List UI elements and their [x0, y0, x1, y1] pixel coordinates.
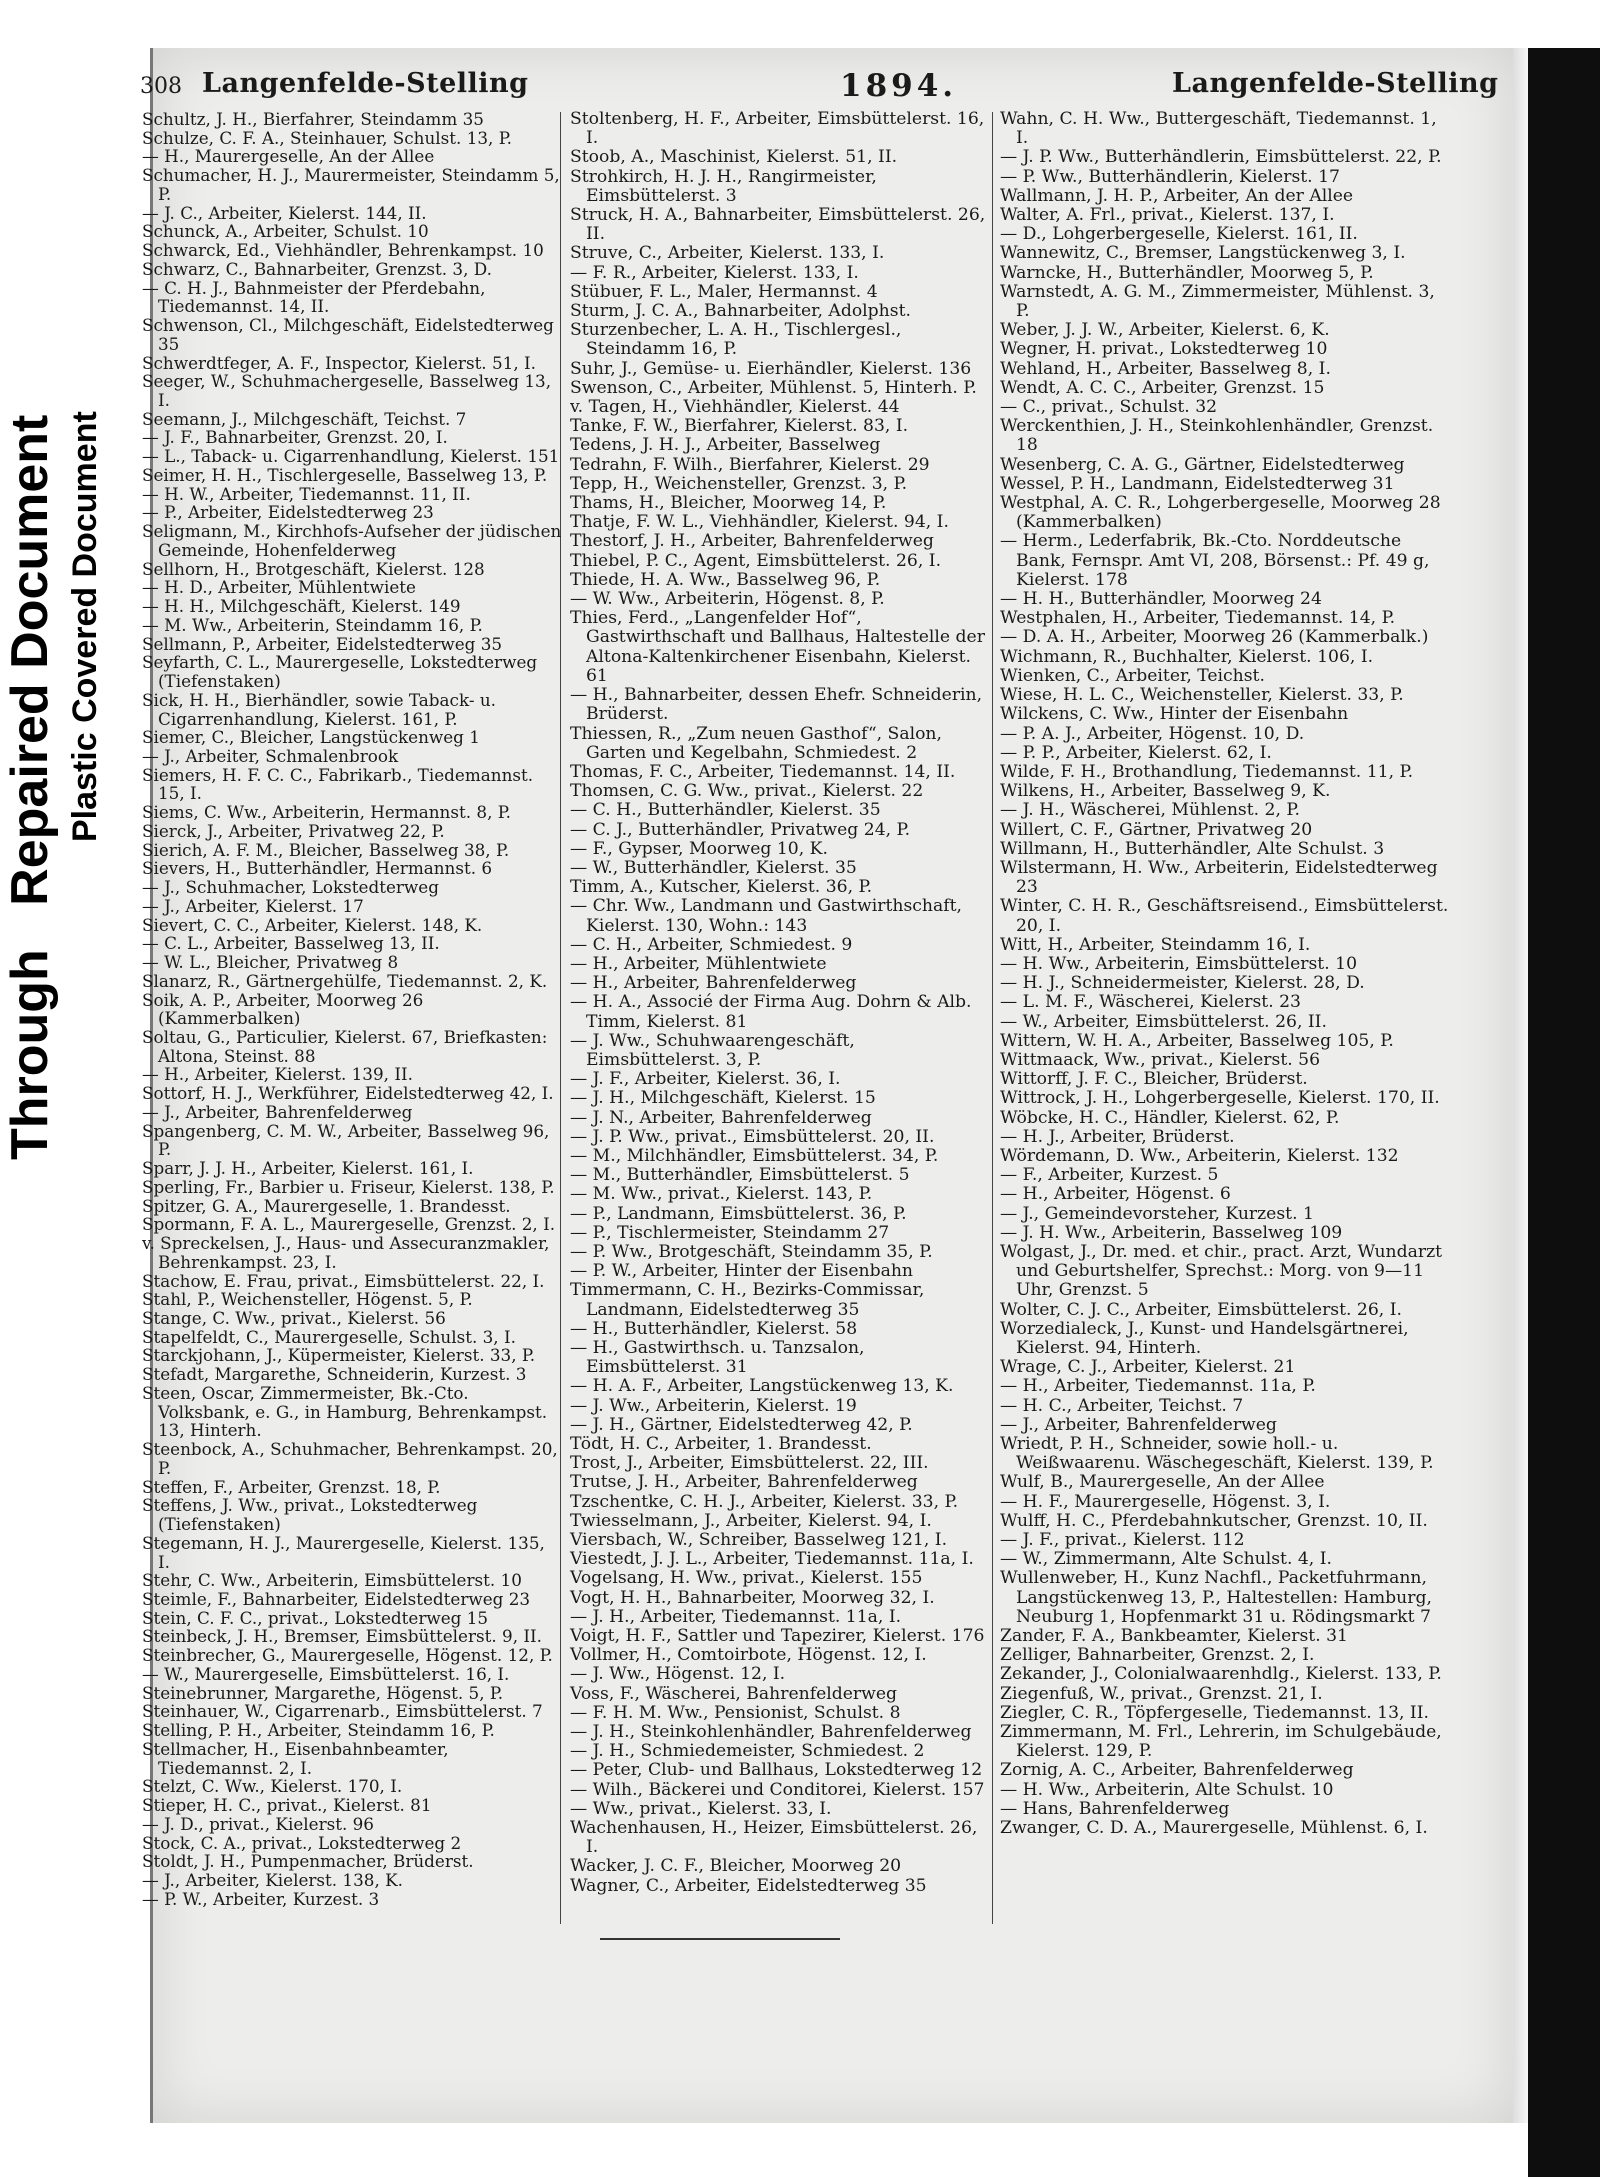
directory-entry: Stelzt, C. Ww., Kielerst. 170, I.	[142, 1776, 403, 1797]
directory-column-1	[142, 110, 562, 1909]
directory-entry: Sellhorn, H., Brotgeschäft, Kielerst. 128	[142, 558, 485, 579]
directory-entry: Thestorf, J. H., Arbeiter, Bahrenfelderweg	[570, 531, 934, 552]
directory-entry: — Hans, Bahrenfelderweg	[1000, 1798, 1230, 1819]
directory-entry: Wilckens, C. Ww., Hinter der Eisenbahn	[1000, 704, 1349, 725]
directory-entry: Vogt, H. H., Bahnarbeiter, Moorweg 32, I.	[570, 1587, 935, 1608]
directory-entry: Wilstermann, H. Ww., Arbeiterin, Eidelstedterweg 23	[1000, 857, 1438, 898]
directory-entry: Steimle, F., Bahnarbeiter, Eidelstedterweg 23	[142, 1589, 531, 1610]
directory-entry: — J. H., Arbeiter, Tiedemannst. 11a, I.	[570, 1606, 902, 1627]
page-number: 308	[140, 74, 182, 99]
directory-entry: Willmann, H., Butterhändler, Alte Schulst. 3	[1000, 838, 1385, 859]
directory-entry: — J. P. Ww., privat., Eimsbüttelerst. 20, II.	[570, 1126, 935, 1147]
directory-entry: Schwarz, C., Bahnarbeiter, Grenzst. 3, D.	[142, 258, 492, 279]
repaired-label: Repaired Document	[1, 414, 59, 906]
directory-entry: Sperling, Fr., Barbier u. Friseur, Kielerst. 138, P.	[142, 1176, 555, 1197]
directory-entry: Ziegler, C. R., Töpfergeselle, Tiedemannst. 13, II.	[1000, 1702, 1429, 1723]
directory-entry: — P. Ww., Butterhändlerin, Kielerst. 17	[1000, 166, 1340, 187]
directory-entry: — F. H. M. Ww., Pensionist, Schulst. 8	[570, 1702, 901, 1723]
directory-entry: Zelliger, Bahnarbeiter, Grenzst. 2, I.	[1000, 1645, 1315, 1666]
directory-entry: Wulff, H. C., Pferdebahnkutscher, Grenzst. 10, II.	[1000, 1510, 1428, 1531]
directory-entry: Wriedt, P. H., Schneider, sowie holl.- u. Weißwaarenu. Wäschegeschäft, Kielerst. 139, P.	[1000, 1434, 1434, 1474]
directory-entry: — H., Maurergeselle, An der Allee	[142, 146, 435, 167]
directory-entry: Sierich, A. F. M., Bleicher, Basselweg 38, P.	[142, 839, 510, 860]
directory-entry: Weber, J. J. W., Arbeiter, Kielerst. 6, K.	[1000, 320, 1330, 341]
directory-entry: Wolter, C. J. C., Arbeiter, Eimsbüttelerst. 26, I.	[1000, 1299, 1402, 1320]
directory-entry: Thies, Ferd., „Langenfelder Hof“, Gastwirthschaft und Ballhaus, Haltestelle der Altona-Kaltenkirchener Eisenbahn, Kielerst. 61	[570, 608, 985, 686]
directory-entry: Wannewitz, C., Bremser, Langstückenweg 3, I.	[1000, 243, 1406, 264]
plastic-covered-label: Plastic Covered Document	[66, 411, 104, 842]
directory-entry: — J. H. Ww., Arbeiterin, Basselweg 109	[1000, 1222, 1343, 1243]
directory-entry: — W., Zimmermann, Alte Schulst. 4, I.	[1000, 1549, 1332, 1570]
directory-entry: Siemer, C., Bleicher, Langstückenweg 1	[142, 727, 480, 748]
directory-entry: Wilkens, H., Arbeiter, Basselweg 9, K.	[1000, 781, 1331, 802]
directory-entry: — W., Arbeiter, Eimsbüttelerst. 26, II.	[1000, 1011, 1327, 1032]
directory-entry: Wacker, J. C. F., Bleicher, Moorweg 20	[570, 1856, 902, 1877]
directory-entry: Timm, A., Kutscher, Kielerst. 36, P.	[570, 877, 873, 898]
directory-entry: — C. H., Arbeiter, Schmiedest. 9	[570, 934, 853, 955]
directory-entry: — L., Taback- u. Cigarrenhandlung, Kielerst. 151	[142, 446, 560, 467]
directory-entry: — H. H., Butterhändler, Moorweg 24	[1000, 589, 1322, 610]
directory-entry: — M. Ww., privat., Kielerst. 143, P.	[570, 1184, 873, 1205]
directory-entry: — H., Butterhändler, Kielerst. 58	[570, 1318, 858, 1339]
directory-entry: Tanke, F. W., Bierfahrer, Kielerst. 83, I.	[570, 416, 909, 437]
directory-entry: — H., Arbeiter, Kielerst. 139, II.	[142, 1064, 413, 1085]
directory-entry: Westphalen, H., Arbeiter, Tiedemannst. 14, P.	[1000, 608, 1396, 629]
directory-entry: — P., Landmann, Eimsbüttelerst. 36, P.	[570, 1203, 907, 1224]
directory-entry: Wittorff, J. F. C., Bleicher, Brüderst.	[1000, 1069, 1308, 1090]
directory-entry: — H., Arbeiter, Högenst. 6	[1000, 1184, 1231, 1205]
directory-entry: — H., Arbeiter, Bahrenfelderweg	[570, 973, 857, 994]
directory-entry: Wallmann, J. H. P., Arbeiter, An der Allee	[1000, 185, 1354, 206]
page-header	[140, 68, 1499, 108]
directory-entry: Struve, C., Arbeiter, Kielerst. 133, I.	[570, 243, 885, 264]
directory-entry: — H., Gastwirthsch. u. Tanzsalon, Eimsbüttelerst. 31	[570, 1338, 865, 1378]
directory-entry: — J. F., Arbeiter, Kielerst. 36, I.	[570, 1069, 841, 1090]
directory-entry: Stahl, P., Weichensteller, Högenst. 5, P.	[142, 1289, 473, 1310]
directory-entry: Zander, F. A., Bankbeamter, Kielerst. 31	[1000, 1626, 1348, 1647]
directory-entry: — W. Ww., Arbeiterin, Högenst. 8, P.	[570, 589, 885, 610]
directory-entry: — P. Ww., Brotgeschäft, Steindamm 35, P.	[570, 1241, 933, 1262]
directory-entry: Soltau, G., Particulier, Kielerst. 67, Briefkasten: Altona, Steinst. 88	[142, 1026, 548, 1066]
directory-entry: Stein, C. F. C., privat., Lokstedterweg 15	[142, 1607, 489, 1628]
directory-entry: Vollmer, H., Comtoirbote, Högenst. 12, I.	[570, 1645, 927, 1666]
directory-entry: Werckenthien, J. H., Steinkohlenhändler, Grenzst. 18	[1000, 416, 1434, 456]
directory-entry: Wittmaack, Ww., privat., Kielerst. 56	[1000, 1049, 1321, 1070]
directory-entry: Sparr, J. J. H., Arbeiter, Kielerst. 161, I.	[142, 1158, 474, 1179]
directory-entry: — J., Arbeiter, Bahrenfelderweg	[142, 1101, 413, 1122]
directory-entry: Sturm, J. C. A., Bahnarbeiter, Adolphst.	[570, 301, 911, 322]
directory-entry: Schultz, J. H., Bierfahrer, Steindamm 35	[142, 109, 484, 129]
directory-entry: — H. J., Schneidermeister, Kielerst. 28, D.	[1000, 973, 1365, 994]
directory-entry: — H. W., Arbeiter, Tiedemannst. 11, II.	[142, 483, 471, 504]
directory-entry: Warncke, H., Butterhändler, Moorweg 5, P.	[1000, 262, 1374, 283]
directory-entry: Zornig, A. C., Arbeiter, Bahrenfelderweg	[1000, 1760, 1354, 1781]
directory-entry: — J., Gemeindevorsteher, Kurzest. 1	[1000, 1203, 1314, 1224]
directory-entry: Wachenhausen, H., Heizer, Eimsbüttelerst. 26, I.	[570, 1818, 978, 1858]
directory-entry: Tzschentke, C. H. J., Arbeiter, Kielerst. 33, P.	[570, 1491, 959, 1512]
directory-entry: Sick, H. H., Bierhändler, sowie Taback- u. Cigarrenhandlung, Kielerst. 161, P.	[142, 689, 496, 729]
directory-entry: Wehland, H., Arbeiter, Basselweg 8, I.	[1000, 358, 1331, 379]
directory-entry: Zimmermann, M. Frl., Lehrerin, im Schulgebäude, Kielerst. 129, P.	[1000, 1722, 1442, 1762]
directory-entry: Stock, C. A., privat., Lokstedterweg 2	[142, 1832, 462, 1853]
directory-entry: Stieper, H. C., privat., Kielerst. 81	[142, 1795, 432, 1816]
directory-entry: — P. W., Arbeiter, Hinter der Eisenbahn	[570, 1261, 913, 1282]
directory-entry: Wulf, B., Maurergeselle, An der Allee	[1000, 1472, 1325, 1493]
directory-entry: Stoltenberg, H. F., Arbeiter, Eimsbüttelerst. 16, I.	[570, 109, 985, 149]
directory-entry: Stoldt, J. H., Pumpenmacher, Brüderst.	[142, 1851, 474, 1872]
directory-entry: Thiede, H. A. Ww., Basselweg 96, P.	[570, 569, 881, 590]
book-binding	[1528, 48, 1600, 2177]
page-year: 1894.	[840, 68, 958, 104]
directory-entry: Thiebel, P. C., Agent, Eimsbüttelerst. 26, I.	[570, 550, 942, 571]
directory-entry: — J. H., Schmiedemeister, Schmiedest. 2	[570, 1741, 925, 1762]
directory-entry: Struck, H. A., Bahnarbeiter, Eimsbüttelerst. 26, II.	[570, 205, 986, 245]
directory-entry: Stelling, P. H., Arbeiter, Steindamm 16, P.	[142, 1720, 495, 1741]
directory-entry: — J. H., Gärtner, Eidelstedterweg 42, P.	[570, 1414, 913, 1435]
directory-entry: Timmermann, C. H., Bezirks-Commissar, Landmann, Eidelstedterweg 35	[570, 1280, 925, 1320]
directory-entry: — H. Ww., Arbeiterin, Eimsbüttelerst. 10	[1000, 953, 1358, 974]
directory-entry: Spormann, F. A. L., Maurergeselle, Grenzst. 2, I.	[142, 1214, 556, 1235]
directory-entry: Sievers, H., Butterhändler, Hermannst. 6	[142, 858, 493, 879]
directory-entry: — J. N., Arbeiter, Bahrenfelderweg	[570, 1107, 872, 1128]
directory-entry: — F. R., Arbeiter, Kielerst. 133, I.	[570, 262, 859, 283]
directory-entry: — P., Tischlermeister, Steindamm 27	[570, 1222, 890, 1243]
directory-entry: Steinhauer, W., Cigarrenarb., Eimsbüttelerst. 7	[142, 1701, 543, 1722]
directory-entry: Thiessen, R., „Zum neuen Gasthof“, Salon, Garten und Kegelbahn, Schmiedest. 2	[570, 723, 942, 763]
directory-entry: Worzedialeck, J., Kunst- und Handelsgärtnerei, Kielerst. 94, Hinterh.	[1000, 1318, 1409, 1358]
directory-entry: Willert, C. F., Gärtner, Privatweg 20	[1000, 819, 1313, 840]
directory-entry: Seligmann, M., Kirchhofs-Aufseher der jüdischen Gemeinde, Hohenfelderweg	[142, 521, 562, 560]
directory-entry: — H. H., Milchgeschäft, Kielerst. 149	[142, 596, 461, 617]
directory-entry: — J. Ww., Arbeiterin, Kielerst. 19	[570, 1395, 857, 1416]
directory-entry: Stübuer, F. L., Maler, Hermannst. 4	[570, 281, 878, 302]
directory-entry: Sellmann, P., Arbeiter, Eidelstedterweg 35	[142, 633, 503, 654]
directory-entry: Wendt, A. C. C., Arbeiter, Grenzst. 15	[1000, 377, 1325, 398]
directory-entry: — D., Lohgerbergeselle, Kielerst. 161, II.	[1000, 224, 1358, 245]
directory-entry: Wichmann, R., Buchhalter, Kielerst. 106, I.	[1000, 646, 1374, 667]
directory-entry: Stapelfeldt, C., Maurergeselle, Schulst. 3, I.	[142, 1326, 516, 1347]
directory-entry: Sievert, C. C., Arbeiter, Kielerst. 148, K.	[142, 914, 483, 935]
directory-entry: Spangenberg, C. M. W., Arbeiter, Basselweg 96, P.	[142, 1120, 550, 1160]
directory-entry: Strohkirch, H. J. H., Rangirmeister, Eimsbüttelerst. 3	[570, 166, 877, 206]
scan-side-strip	[0, 0, 150, 2177]
directory-entry: Schwarck, Ed., Viehhändler, Behrenkampst. 10	[142, 240, 544, 261]
directory-entry: Wiese, H. L. C., Weichensteller, Kielerst. 33, P.	[1000, 685, 1404, 706]
directory-entry: — H., Arbeiter, Mühlentwiete	[570, 953, 827, 974]
directory-entry: — C., privat., Schulst. 32	[1000, 397, 1218, 418]
directory-entry: Wolgast, J., Dr. med. et chir., pract. Arzt, Wundarzt und Geburtshelfer, Sprechst.: Morg. von 9—11 Uhr, Grenzst. 5	[1000, 1241, 1443, 1301]
directory-entry: Seemann, J., Milchgeschäft, Teichst. 7	[142, 408, 467, 429]
directory-entry: Stachow, E. Frau, privat., Eimsbüttelerst. 22, I.	[142, 1270, 545, 1291]
directory-entry: — C. H. J., Bahnmeister der Pferdebahn, Tiedemannst. 14, II.	[142, 277, 486, 317]
directory-entry: Wittrock, J. H., Lohgerbergeselle, Kielerst. 170, II.	[1000, 1088, 1440, 1109]
directory-entry: — J., Schuhmacher, Lokstedterweg	[142, 877, 439, 898]
directory-entry: Wessel, P. H., Landmann, Eidelstedterweg 31	[1000, 473, 1395, 494]
directory-entry: — C. J., Butterhändler, Privatweg 24, P.	[570, 819, 911, 840]
directory-entry: Seyfarth, C. L., Maurergeselle, Lokstedterweg (Tiefenstaken)	[142, 652, 538, 692]
directory-column-2	[570, 110, 990, 1896]
directory-entry: Wilde, F. H., Brothandlung, Tiedemannst. 11, P.	[1000, 761, 1414, 782]
directory-entry: — H. A., Associé der Firma Aug. Dohrn & Alb. Timm, Kielerst. 81	[570, 992, 972, 1032]
directory-entry: — H. A. F., Arbeiter, Langstückenweg 13, K.	[570, 1376, 954, 1397]
directory-entry: — J. C., Arbeiter, Kielerst. 144, II.	[142, 202, 427, 223]
directory-entry: — J., Arbeiter, Kielerst. 17	[142, 895, 364, 916]
directory-entry: — P. W., Arbeiter, Kurzest. 3	[142, 1888, 380, 1909]
directory-entry: Siemers, H. F. C. C., Fabrikarb., Tiedemannst. 15, I.	[142, 764, 534, 804]
directory-entry: — Wilh., Bäckerei und Conditorei, Kielerst. 157	[570, 1779, 985, 1800]
directory-entry: Schunck, A., Arbeiter, Schulst. 10	[142, 221, 429, 242]
directory-entry: — J. H., Milchgeschäft, Kielerst. 15	[570, 1088, 876, 1109]
directory-entry: Steinbeck, J. H., Bremser, Eimsbüttelerst. 9, II.	[142, 1626, 542, 1647]
directory-entry: Spitzer, G. A., Maurergeselle, 1. Brandesst.	[142, 1195, 511, 1216]
directory-entry: — M., Butterhändler, Eimsbüttelerst. 5	[570, 1165, 910, 1186]
directory-entry: — Ww., privat., Kielerst. 33, I.	[570, 1798, 832, 1819]
directory-entry: Tödt, H. C., Arbeiter, 1. Brandesst.	[570, 1434, 872, 1455]
directory-entry: Trost, J., Arbeiter, Eimsbüttelerst. 22, III.	[570, 1453, 929, 1474]
directory-entry: Vogelsang, H. Ww., privat., Kielerst. 155	[570, 1568, 923, 1589]
directory-entry: — H., Bahnarbeiter, dessen Ehefr. Schneiderin, Brüderst.	[570, 685, 983, 725]
directory-entry: Ziegenfuß, W., privat., Grenzst. 21, I.	[1000, 1683, 1323, 1704]
directory-entry: Sottorf, H. J., Werkführer, Eidelstedterweg 42, I.	[142, 1083, 554, 1104]
directory-entry: Steinbrecher, G., Maurergeselle, Högenst. 12, P.	[142, 1645, 553, 1666]
directory-entry: Stehr, C. Ww., Arbeiterin, Eimsbüttelerst. 10	[142, 1570, 522, 1591]
directory-entry: — J., Arbeiter, Bahrenfelderweg	[1000, 1414, 1277, 1435]
directory-entry: Slanarz, R., Gärtnergehülfe, Tiedemannst. 2, K.	[142, 970, 548, 991]
directory-entry: — Peter, Club- und Ballhaus, Lokstedterweg 12	[570, 1760, 983, 1781]
directory-entry: Wrage, C. J., Arbeiter, Kielerst. 21	[1000, 1357, 1296, 1378]
directory-entry: — J. F., Bahnarbeiter, Grenzst. 20, I.	[142, 427, 448, 448]
directory-entry: — P. P., Arbeiter, Kielerst. 62, I.	[1000, 742, 1272, 763]
directory-entry: Walter, A. Frl., privat., Kielerst. 137, I.	[1000, 205, 1335, 226]
column-divider	[992, 112, 993, 1924]
directory-entry: Steffens, J. Ww., privat., Lokstedterweg (Tiefenstaken)	[142, 1495, 478, 1535]
running-title-right: Langenfelde-Stelling	[1172, 68, 1499, 99]
directory-entry: Thomas, F. C., Arbeiter, Tiedemannst. 14, II.	[570, 761, 956, 782]
directory-entry: — J. F., privat., Kielerst. 112	[1000, 1530, 1245, 1551]
directory-entry: Wöbcke, H. C., Händler, Kielerst. 62, P.	[1000, 1107, 1340, 1128]
directory-entry: — H. D., Arbeiter, Mühlentwiete	[142, 577, 416, 598]
directory-entry: Suhr, J., Gemüse- u. Eierhändler, Kielerst. 136	[570, 358, 972, 379]
directory-entry: Steinebrunner, Margarethe, Högenst. 5, P.	[142, 1682, 504, 1703]
directory-entry: — H. F., Maurergeselle, Högenst. 3, I.	[1000, 1491, 1331, 1512]
directory-entry: Wördemann, D. Ww., Arbeiterin, Kielerst. 132	[1000, 1145, 1399, 1166]
directory-entry: Thatje, F. W. L., Viehhändler, Kielerst. 94, I.	[570, 512, 949, 533]
directory-entry: Trutse, J. H., Arbeiter, Bahrenfelderweg	[570, 1472, 918, 1493]
directory-entry: Seeger, W., Schuhmachergeselle, Basselweg 13, I.	[142, 371, 552, 411]
directory-entry: Zwanger, C. D. A., Maurergeselle, Mühlenst. 6, I.	[1000, 1818, 1428, 1839]
directory-entry: — J., Arbeiter, Schmalenbrook	[142, 745, 399, 766]
directory-entry: — L. M. F., Wäscherei, Kielerst. 23	[1000, 992, 1301, 1013]
directory-column-3	[1000, 110, 1450, 1838]
directory-entry: Tedens, J. H. J., Arbeiter, Basselweg	[570, 435, 881, 456]
directory-entry: Stange, C. Ww., privat., Kielerst. 56	[142, 1308, 446, 1328]
directory-entry: — F., Arbeiter, Kurzest. 5	[1000, 1165, 1219, 1186]
directory-entry: Tedrahn, F. Wilh., Bierfahrer, Kielerst. 29	[570, 454, 930, 475]
directory-entry: Tepp, H., Weichensteller, Grenzst. 3, P.	[570, 473, 908, 494]
directory-entry: v. Spreckelsen, J., Haus- und Assecuranzmakler, Behrenkampst. 23, I.	[142, 1233, 550, 1272]
directory-entry: Stoob, A., Maschinist, Kielerst. 51, II.	[570, 147, 898, 168]
directory-entry: — H., Arbeiter, Tiedemannst. 11a, P.	[1000, 1376, 1316, 1397]
directory-entry: Wullenweber, H., Kunz Nachfl., Packetfuhrmann, Langstückenweg 13, P., Haltestellen: Hamburg, Neuburg 1, Hopfenmarkt 31 u. Rödingsmarkt 7	[1000, 1568, 1432, 1627]
directory-entry: Stegemann, H. J., Maurergeselle, Kielerst. 135, I.	[142, 1532, 545, 1572]
directory-entry: Steen, Oscar, Zimmermeister, Bk.-Cto. Volksbank, e. G., in Hamburg, Behrenkampst. 13, Hinterh.	[142, 1382, 548, 1441]
directory-entry: — Chr. Ww., Landmann und Gastwirthschaft, Kielerst. 130, Wohn.: 143	[570, 896, 962, 936]
directory-entry: Viestedt, J. J. L., Arbeiter, Tiedemannst. 11a, I.	[570, 1549, 974, 1570]
directory-entry: Witt, H., Arbeiter, Steindamm 16, I.	[1000, 934, 1311, 955]
directory-entry: Westphal, A. C. R., Lohgerbergeselle, Moorweg 28 (Kammerbalken)	[1000, 493, 1441, 533]
directory-entry: — W. L., Bleicher, Privatweg 8	[142, 952, 399, 973]
directory-entry: Soik, A. P., Arbeiter, Moorweg 26 (Kammerbalken)	[142, 989, 424, 1029]
directory-entry: Stefadt, Margarethe, Schneiderin, Kurzest. 3	[142, 1364, 527, 1385]
directory-entry: Zekander, J., Colonialwaarenhdlg., Kielerst. 133, P.	[1000, 1664, 1442, 1685]
directory-entry: Schwerdtfeger, A. F., Inspector, Kielerst. 51, I.	[142, 352, 536, 373]
running-title-left: Langenfelde-Stelling	[202, 68, 529, 99]
through-label: Through	[1, 949, 59, 1160]
directory-entry: — J. H., Steinkohlenhändler, Bahrenfelderweg	[570, 1722, 972, 1743]
directory-entry: Wahn, C. H. Ww., Buttergeschäft, Tiedemannst. 1, I.	[1000, 109, 1437, 149]
directory-entry: — H. J., Arbeiter, Brüderst.	[1000, 1126, 1235, 1147]
directory-entry: Schumacher, H. J., Maurermeister, Steindamm 5, P.	[142, 165, 560, 204]
directory-entry: Siems, C. Ww., Arbeiterin, Hermannst. 8, P.	[142, 802, 511, 823]
directory-entry: — Herm., Lederfabrik, Bk.-Cto. Norddeutsche Bank, Fernspr. Amt VI, 208, Börsenst.: Pf. 49 g, Kielerst. 178	[1000, 531, 1430, 590]
directory-entry: Wienken, C., Arbeiter, Teichst.	[1000, 665, 1265, 686]
directory-entry: Stellmacher, H., Eisenbahnbeamter, Tiedemannst. 2, I.	[142, 1738, 449, 1778]
directory-entry: — W., Maurergeselle, Eimsbüttelerst. 16, I.	[142, 1663, 510, 1684]
directory-entry: Voss, F., Wäscherei, Bahrenfelderweg	[570, 1683, 898, 1704]
directory-entry: — W., Butterhändler, Kielerst. 35	[570, 857, 857, 878]
directory-entry: — J. P. Ww., Butterhändlerin, Eimsbüttelerst. 22, P.	[1000, 147, 1442, 168]
directory-entry: Twiesselmann, J., Arbeiter, Kielerst. 94, I.	[570, 1510, 932, 1531]
directory-entry: — C. L., Arbeiter, Basselweg 13, II.	[142, 933, 440, 954]
directory-entry: Wesenberg, C. A. G., Gärtner, Eidelstedterweg	[1000, 454, 1405, 475]
directory-entry: Winter, C. H. R., Geschäftsreisend., Eimsbüttelerst. 20, I.	[1000, 896, 1449, 936]
directory-entry: Steffen, F., Arbeiter, Grenzst. 18, P.	[142, 1476, 441, 1497]
directory-entry: Sierck, J., Arbeiter, Privatweg 22, P.	[142, 820, 445, 841]
directory-entry: — H. Ww., Arbeiterin, Alte Schulst. 10	[1000, 1779, 1334, 1800]
directory-entry: Schulze, C. F. A., Steinhauer, Schulst. 13, P.	[142, 127, 512, 148]
directory-entry: Wagner, C., Arbeiter, Eidelstedterweg 35	[570, 1875, 927, 1896]
directory-entry: — M., Milchhändler, Eimsbüttelerst. 34, P.	[570, 1145, 939, 1166]
directory-entry: — M. Ww., Arbeiterin, Steindamm 16, P.	[142, 614, 483, 635]
directory-entry: v. Tagen, H., Viehhändler, Kielerst. 44	[570, 397, 900, 418]
directory-entry: Voigt, H. F., Sattler und Tapezirer, Kielerst. 176	[570, 1626, 985, 1647]
directory-entry: Thams, H., Bleicher, Moorweg 14, P.	[570, 493, 887, 514]
directory-entry: Sturzenbecher, L. A. H., Tischlergesl., Steindamm 16, P.	[570, 320, 902, 360]
directory-entry: — J. D., privat., Kielerst. 96	[142, 1813, 374, 1834]
directory-entry: — J. H., Wäscherei, Mühlenst. 2, P.	[1000, 800, 1300, 821]
directory-entry: — J. Ww., Schuhwaarengeschäft, Eimsbüttelerst. 3, P.	[570, 1030, 855, 1070]
directory-entry: — H. C., Arbeiter, Teichst. 7	[1000, 1395, 1244, 1416]
directory-entry: — P. A. J., Arbeiter, Högenst. 10, D.	[1000, 723, 1305, 744]
directory-entry: Wegner, H. privat., Lokstedterweg 10	[1000, 339, 1328, 360]
directory-entry: Swenson, C., Arbeiter, Mühlenst. 5, Hinterh. P.	[570, 377, 977, 398]
directory-entry: Schwenson, Cl., Milchgeschäft, Eidelstedterweg 35	[142, 315, 554, 354]
directory-entry: Steenbock, A., Schuhmacher, Behrenkampst. 20, P.	[142, 1439, 558, 1478]
directory-entry: Seimer, H. H., Tischlergeselle, Basselweg 13, P.	[142, 464, 548, 485]
directory-entry: Thomsen, C. G. Ww., privat., Kielerst. 22	[570, 781, 924, 802]
directory-entry: — F., Gypser, Moorweg 10, K.	[570, 838, 828, 859]
directory-entry: Warnstedt, A. G. M., Zimmermeister, Mühlenst. 3, P.	[1000, 281, 1435, 322]
end-rule	[600, 1938, 840, 1940]
directory-entry: — C. H., Butterhändler, Kielerst. 35	[570, 800, 881, 821]
directory-entry: — J., Arbeiter, Kielerst. 138, K.	[142, 1870, 403, 1891]
directory-entry: — P., Arbeiter, Eidelstedterweg 23	[142, 502, 434, 523]
directory-entry: Viersbach, W., Schreiber, Basselweg 121, I.	[570, 1530, 948, 1551]
directory-entry: — D. A. H., Arbeiter, Moorweg 26 (Kammerbalk.)	[1000, 627, 1429, 648]
directory-entry: — J. Ww., Högenst. 12, I.	[570, 1664, 786, 1685]
directory-entry: Wittern, W. H. A., Arbeiter, Basselweg 105, P.	[1000, 1030, 1394, 1051]
repaired-document-label	[0, 415, 60, 1160]
directory-entry: Starckjohann, J., Küpermeister, Kielerst. 33, P.	[142, 1345, 536, 1366]
